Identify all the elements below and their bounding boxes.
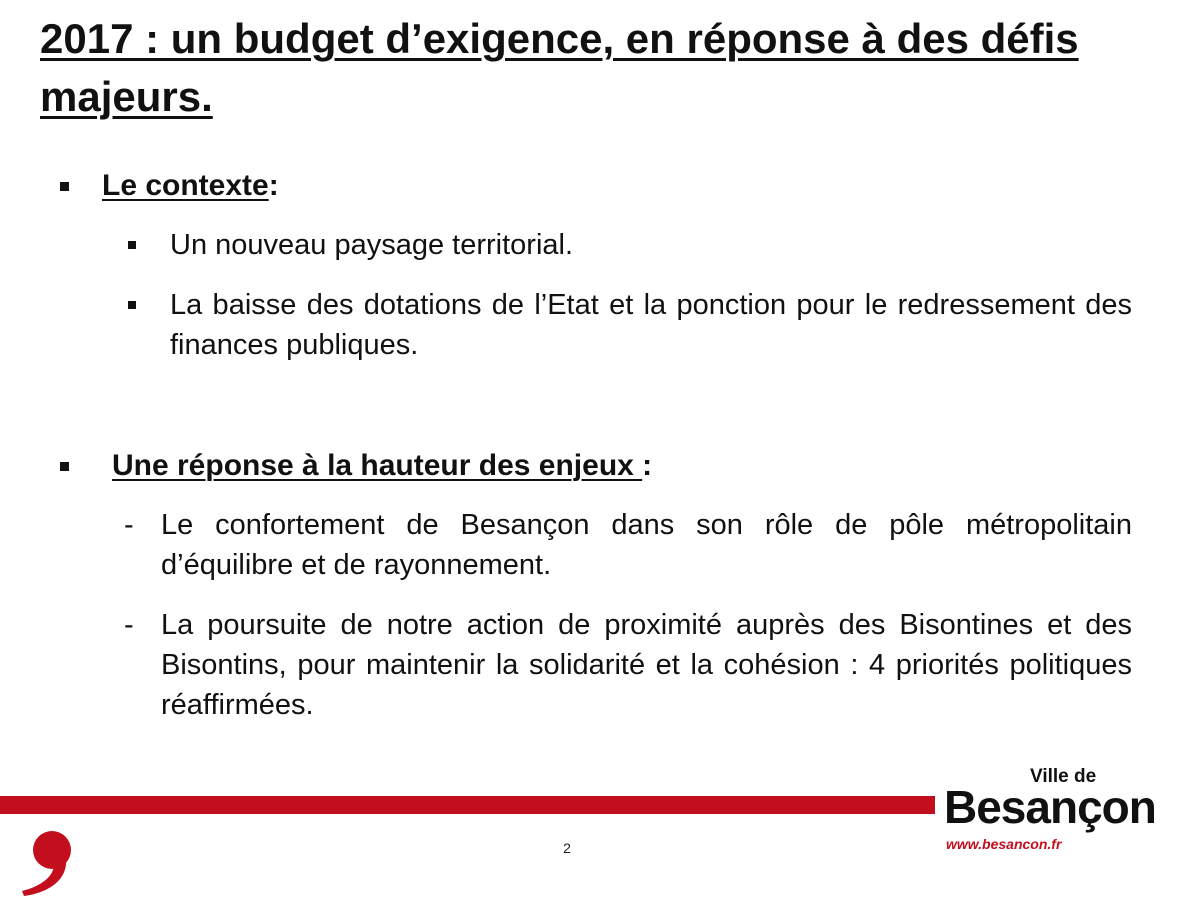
section2-item2-dash: - [124, 609, 134, 641]
section2-heading [112, 446, 652, 486]
page-number: 2 [563, 840, 571, 856]
red-comma-icon [18, 828, 78, 898]
logo-name: Besançon [944, 781, 1156, 833]
section2-item-2: La poursuite de notre action de proximité auprès des Bisontines et des Bisontins, pour maintenir la solidarité et la cohésion : 4 priorités politiques réaffirmées. [161, 609, 1132, 721]
section2-heading-text: Une réponse à la hauteur des enjeux [112, 449, 643, 482]
section1-item-1: Un nouveau paysage territorial. [170, 229, 574, 261]
section1-bullet [60, 182, 69, 191]
section1-heading-colon: : [268, 169, 279, 202]
section2-heading-colon: : [642, 449, 653, 482]
section1-heading [102, 166, 279, 206]
section2-item-1: Le confortement de Besançon dans son rôle de pôle métropolitain d’équilibre et de rayonnement. [161, 509, 1132, 581]
section1-item1-bullet [128, 241, 136, 249]
footer-red-bar [0, 796, 935, 814]
section2-bullet [60, 462, 69, 471]
section2-item1-dash: - [124, 509, 134, 541]
slide-title: 2017 : un budget d’exigence, en réponse à des défis majeurs. [40, 15, 1079, 120]
logo-prefix: Ville de [1030, 766, 1097, 787]
besancon-logo [940, 766, 1160, 856]
section1-heading-text: Le contexte [102, 169, 269, 202]
section1-item2-bullet [128, 301, 136, 309]
logo-url: www.besancon.fr [946, 836, 1062, 852]
section1-item-2: La baisse des dotations de l’Etat et la ponction pour le redressement des finances publiques. [170, 289, 1132, 361]
